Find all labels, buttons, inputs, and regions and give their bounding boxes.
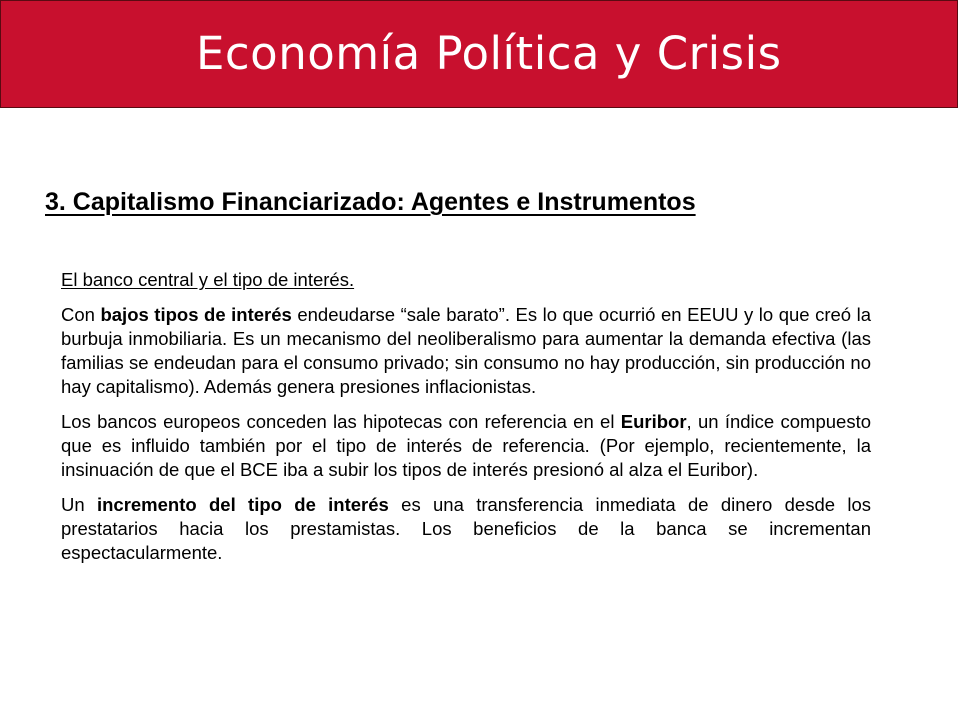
paragraph-2-bold: Euribor: [620, 411, 687, 432]
paragraph-2-post: , un índice compuesto que es influido también por el tipo de interés de referencia. (Por ejemplo, recientemente, la insinuación de que el BCE iba a subir los tipos de interés presionó al alza el Euribor).: [61, 411, 872, 480]
paragraph-rate-increase: [61, 493, 871, 565]
paragraph-1-pre: Con: [61, 304, 101, 325]
paragraph-1-bold: bajos tipos de interés: [100, 304, 292, 325]
paragraph-low-rates: [61, 303, 871, 399]
paragraph-euribor: [61, 410, 871, 482]
title-band: [0, 0, 958, 108]
slide-title: Economía Política y Crisis: [196, 27, 782, 80]
paragraph-3-pre: Un: [61, 494, 97, 515]
subtitle: El banco central y el tipo de interés.: [61, 269, 355, 290]
paragraph-2-pre: Los bancos europeos conceden las hipotecas con referencia en el: [61, 411, 621, 432]
body-text: [61, 268, 871, 576]
section-heading: 3. Capitalismo Financiarizado: Agentes e Instrumentos: [45, 188, 696, 216]
paragraph-3-bold: incremento del tipo de interés: [96, 494, 389, 515]
subtitle-paragraph: [61, 268, 871, 292]
paragraph-1-post: endeudarse “sale barato”. Es lo que ocurrió en EEUU y lo que creó la burbuja inmobiliaria. Es un mecanismo del neoliberalismo para aumentar la demanda efectiva (las familias se endeudan para el consumo privado; sin consumo no hay producción, sin producción no hay capitalismo). Además genera presiones inflacionistas.: [61, 304, 872, 397]
paragraph-3-post: es una transferencia inmediata de dinero desde los prestatarios hacia los prestamistas. Los beneficios de la banca se incrementan espectacularmente.: [61, 494, 871, 563]
